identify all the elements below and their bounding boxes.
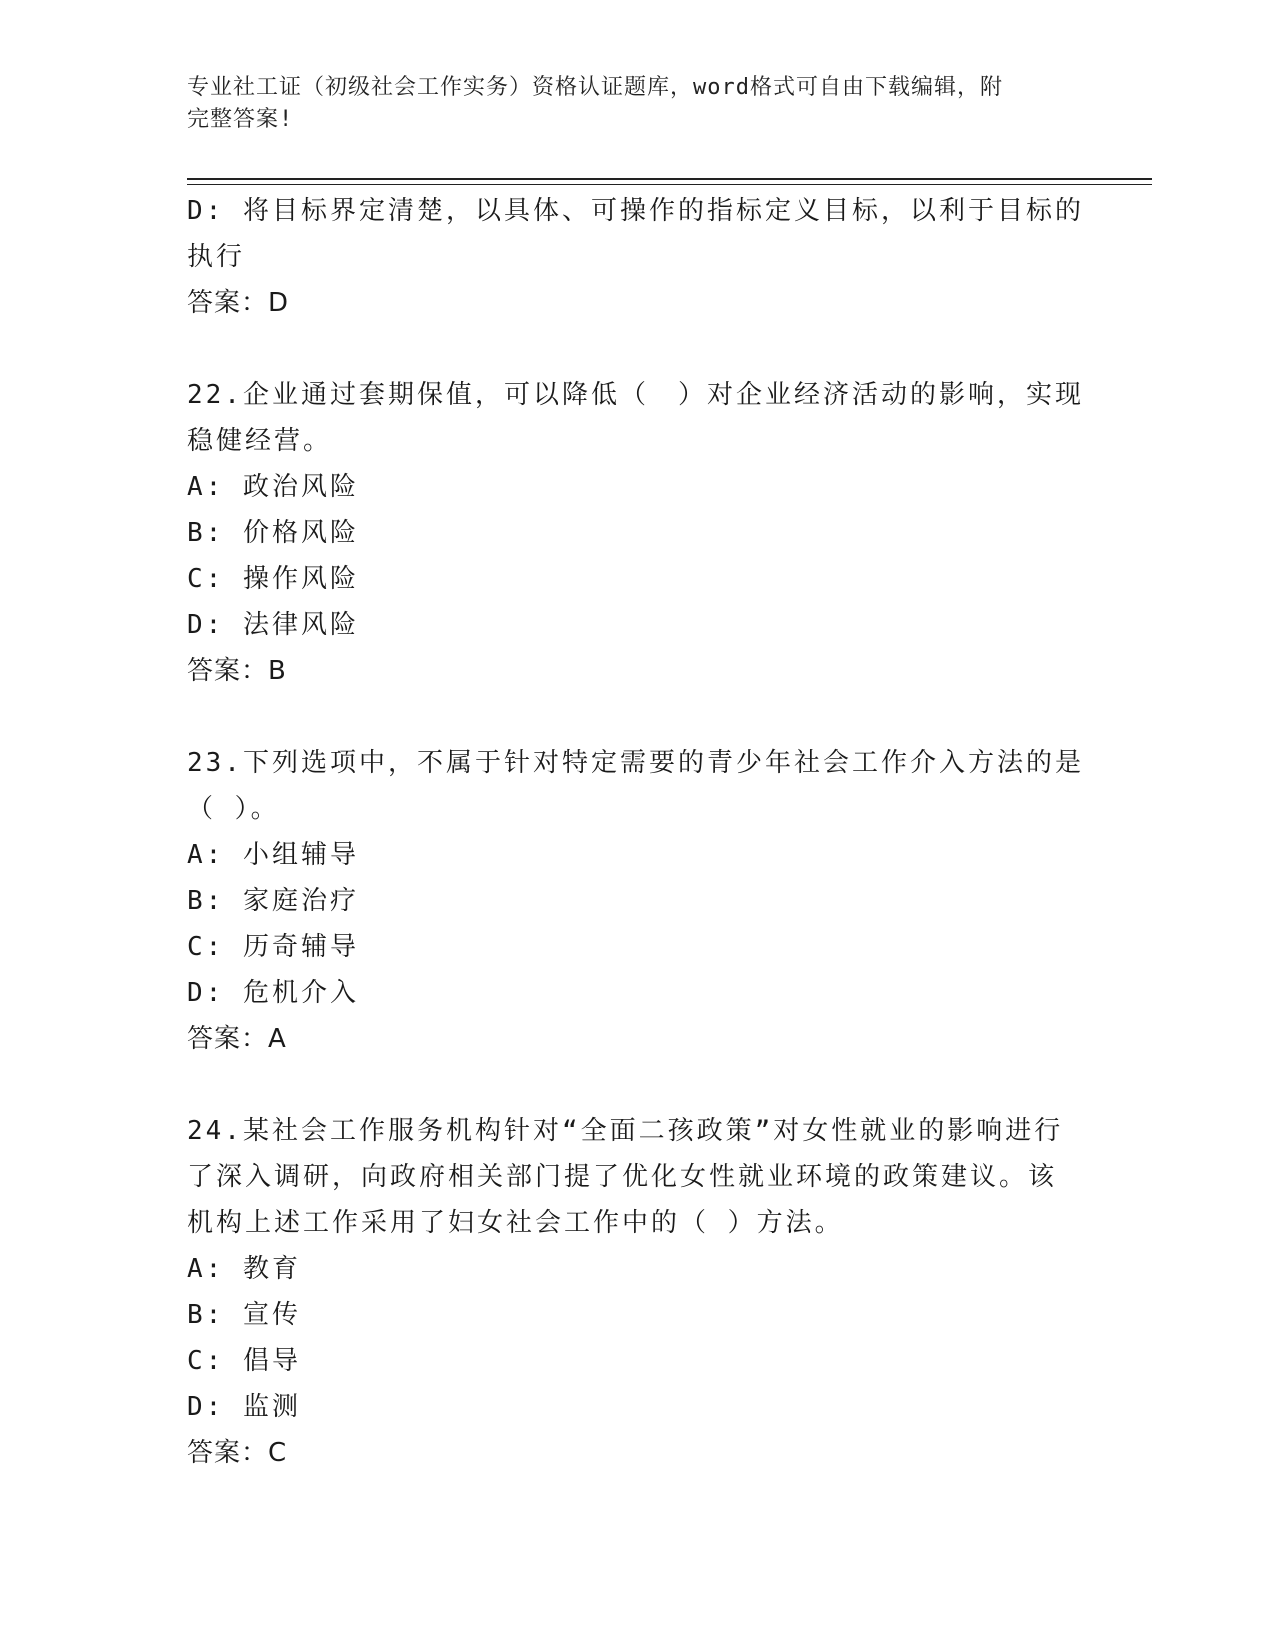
question-23 (187, 740, 1087, 1062)
option-d-continuation: 执行 (187, 242, 246, 272)
question-stem: 24.某社会工作服务机构针对“全面二孩政策”对女性就业的影响进行 (187, 1116, 1064, 1146)
option-b: B: 宣传 (187, 1300, 301, 1330)
answer: 答案：B (187, 656, 287, 686)
header-rule-thin (187, 184, 1152, 185)
question-stem: 23.下列选项中，不属于针对特定需要的青少年社会工作介入方法的是 (187, 748, 1084, 778)
question-stem-continuation: 机构上述工作采用了妇女社会工作中的（ ）方法。 (187, 1208, 844, 1238)
answer: 答案：C (187, 1438, 288, 1468)
question-stem-continuation: 稳健经营。 (187, 426, 333, 456)
spacer (187, 326, 1087, 372)
answer: 答案：D (187, 288, 290, 318)
option-d: D: 监测 (187, 1392, 301, 1422)
option-c: C: 倡导 (187, 1346, 301, 1376)
question-22 (187, 372, 1087, 694)
answer: 答案：A (187, 1024, 287, 1054)
spacer (187, 1062, 1087, 1108)
page-header (187, 72, 1067, 136)
question-stem-continuation: （ ）。 (187, 794, 280, 824)
question-stem-continuation: 了深入调研，向政府相关部门提了优化女性就业环境的政策建议。该 (187, 1162, 1058, 1192)
option-d: D: 法律风险 (187, 610, 359, 640)
previous-question-tail (187, 188, 1087, 326)
question-stem: 22.企业通过套期保值，可以降低（ ）对企业经济活动的影响，实现 (187, 380, 1084, 410)
header-title-line2: 完整答案! (187, 107, 294, 132)
option-b: B: 家庭治疗 (187, 886, 359, 916)
option-a: A: 小组辅导 (187, 840, 359, 870)
option-d: D: 危机介入 (187, 978, 359, 1008)
option-c: C: 历奇辅导 (187, 932, 359, 962)
option-a: A: 政治风险 (187, 472, 359, 502)
option-b: B: 价格风险 (187, 518, 359, 548)
header-rule-thick (187, 178, 1152, 180)
option-d: D: 将目标界定清楚，以具体、可操作的指标定义目标，以利于目标的 (187, 196, 1084, 226)
option-a: A: 教育 (187, 1254, 301, 1284)
question-24 (187, 1108, 1087, 1476)
question-content (187, 188, 1087, 1476)
header-title-line1: 专业社工证（初级社会工作实务）资格认证题库，word格式可自由下载编辑，附 (187, 75, 1003, 100)
spacer (187, 694, 1087, 740)
option-c: C: 操作风险 (187, 564, 359, 594)
